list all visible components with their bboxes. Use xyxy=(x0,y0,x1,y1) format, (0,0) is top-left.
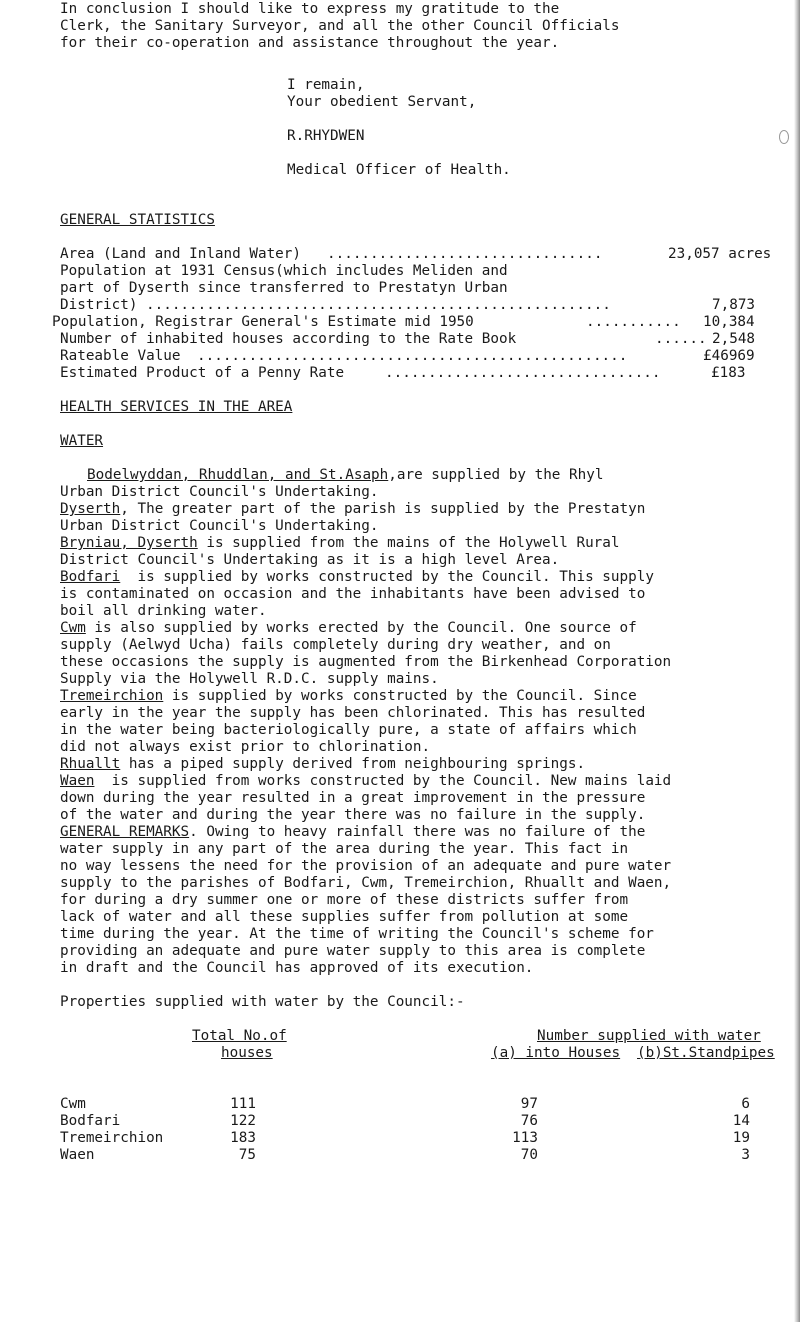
water-para-tremeirchion-1: Tremeirchion is supplied by works constructed by the Council. Since xyxy=(60,688,637,704)
stat-houses-label: Number of inhabited houses according to the Rate Book xyxy=(60,331,517,347)
water-para-bodelwyddan-2: Urban District Council's Undertaking. xyxy=(60,484,379,500)
water-para-remarks-5: for during a dry summer one or more of these districts suffer from xyxy=(60,892,629,908)
stat-pop1931-label-2: part of Dyserth since transferred to Prestatyn Urban xyxy=(60,280,508,296)
leader-dots: ................................ xyxy=(327,246,603,262)
row-parish-name: Waen xyxy=(60,1147,95,1163)
leader-dots: ...... xyxy=(655,331,707,347)
properties-intro: Properties supplied with water by the Council:- xyxy=(60,994,465,1010)
stat-pop1950-label: Population, Registrar General's Estimate mid 1950 xyxy=(52,314,474,330)
water-para-waen-2: down during the year resulted in a great improvement in the pressure xyxy=(60,790,646,806)
water-heading: WATER xyxy=(60,433,104,449)
leader-dots: ................................ xyxy=(385,365,661,381)
signoff-title: Medical Officer of Health. xyxy=(287,162,511,178)
row-standpipes: 14 xyxy=(732,1113,750,1129)
health-services-heading: HEALTH SERVICES IN THE AREA xyxy=(60,399,293,415)
row-into-houses: 76 xyxy=(520,1113,538,1129)
water-para-bryniau-2: District Council's Undertaking as it is a high level Area. xyxy=(60,552,560,568)
signoff-servant: Your obedient Servant, xyxy=(287,94,477,110)
stat-pop1931-label-1: Population at 1931 Census(which includes Meliden and xyxy=(60,263,508,279)
water-para-waen-3: of the water and during the year there was no failure in the supply. xyxy=(60,807,646,823)
intro-line-1: In conclusion I should like to express my gratitude to the xyxy=(60,1,560,17)
row-into-houses: 113 xyxy=(512,1130,538,1146)
row-parish-name: Tremeirchion xyxy=(60,1130,164,1146)
column-header-supplied: Number supplied with water xyxy=(537,1028,761,1044)
row-standpipes: 6 xyxy=(741,1096,750,1112)
water-para-dyserth-2: Urban District Council's Undertaking. xyxy=(60,518,379,534)
leader-dots: .................................................. xyxy=(197,348,628,364)
water-para-bryniau-1: Bryniau, Dyserth is supplied from the mains of the Holywell Rural xyxy=(60,535,620,551)
water-para-bodfari-2: is contaminated on occasion and the inhabitants have been advised to xyxy=(60,586,646,602)
row-parish-name: Bodfari xyxy=(60,1113,121,1129)
row-total-houses: 111 xyxy=(230,1096,256,1112)
stat-area-label: Area (Land and Inland Water) xyxy=(60,246,302,262)
water-para-waen-1: Waen is supplied from works constructed by the Council. New mains laid xyxy=(60,773,672,789)
leader-dots: ........... xyxy=(586,314,681,330)
general-statistics-heading: GENERAL STATISTICS xyxy=(60,212,215,228)
row-total-houses: 122 xyxy=(230,1113,256,1129)
punch-hole-mark xyxy=(779,130,789,144)
row-into-houses: 97 xyxy=(520,1096,538,1112)
water-para-cwm-1: Cwm is also supplied by works erected by the Council. One source of xyxy=(60,620,637,636)
water-para-remarks-1: GENERAL REMARKS. Owing to heavy rainfall there was no failure of the xyxy=(60,824,646,840)
intro-line-3: for their co-operation and assistance throughout the year. xyxy=(60,35,560,51)
water-para-bodelwyddan-1: Bodelwyddan, Rhuddlan, and St.Asaph,are supplied by the Rhyl xyxy=(87,467,604,483)
water-para-remarks-6: lack of water and all these supplies suffer from pollution at some xyxy=(60,909,629,925)
water-para-tremeirchion-2: early in the year the supply has been chlorinated. This has resulted xyxy=(60,705,646,721)
column-header-into-houses: (a) into Houses xyxy=(491,1045,621,1061)
stat-pop1931-value: 7,873 xyxy=(712,297,756,313)
water-para-bodfari-1: Bodfari is supplied by works constructed by the Council. This supply xyxy=(60,569,654,585)
intro-line-2: Clerk, the Sanitary Surveyor, and all the other Council Officials xyxy=(60,18,620,34)
water-para-remarks-4: supply to the parishes of Bodfari, Cwm, Tremeirchion, Rhuallt and Waen, xyxy=(60,875,672,891)
water-para-tremeirchion-3: in the water being bacteriologically pure, a state of affairs which xyxy=(60,722,637,738)
row-total-houses: 75 xyxy=(238,1147,256,1163)
water-para-cwm-3: these occasions the supply is augmented from the Birkenhead Corporation xyxy=(60,654,672,670)
stat-houses-value: 2,548 xyxy=(712,331,756,347)
column-header-total-1: Total No.of xyxy=(192,1028,287,1044)
column-header-standpipes: (b)St.Standpipes xyxy=(637,1045,775,1061)
water-para-rhuallt-1: Rhuallt has a piped supply derived from neighbouring springs. xyxy=(60,756,586,772)
row-standpipes: 19 xyxy=(732,1130,750,1146)
row-total-houses: 183 xyxy=(230,1130,256,1146)
row-parish-name: Cwm xyxy=(60,1096,86,1112)
stat-rateable-value: £46969 xyxy=(703,348,755,364)
water-para-remarks-3: no way lessens the need for the provision of an adequate and pure water xyxy=(60,858,672,874)
signoff-name: R.RHYDWEN xyxy=(287,128,365,144)
water-para-remarks-8: providing an adequate and pure water supply to this area is complete xyxy=(60,943,646,959)
water-para-dyserth-1: Dyserth, The greater part of the parish is supplied by the Prestatyn xyxy=(60,501,646,517)
signoff-remain: I remain, xyxy=(287,77,365,93)
stat-area-value: 23,057 acres xyxy=(668,246,772,262)
stat-pop1931-label-3: District) xyxy=(60,297,138,313)
leader-dots: ...................................................... xyxy=(146,297,611,313)
stat-pop1950-value: 10,384 xyxy=(703,314,755,330)
water-para-tremeirchion-4: did not always exist prior to chlorination. xyxy=(60,739,431,755)
column-header-total-2: houses xyxy=(221,1045,273,1061)
water-para-remarks-9: in draft and the Council has approved of its execution. xyxy=(60,960,534,976)
table-row xyxy=(0,1146,800,1165)
water-para-cwm-2: supply (Aelwyd Ucha) fails completely during dry weather, and on xyxy=(60,637,611,653)
water-para-remarks-2: water supply in any part of the area during the year. This fact in xyxy=(60,841,629,857)
row-into-houses: 70 xyxy=(520,1147,538,1163)
water-para-remarks-7: time during the year. At the time of writing the Council's scheme for xyxy=(60,926,654,942)
row-standpipes: 3 xyxy=(741,1147,750,1163)
stat-rateable-label: Rateable Value xyxy=(60,348,181,364)
stat-penny-label: Estimated Product of a Penny Rate xyxy=(60,365,345,381)
water-para-cwm-4: Supply via the Holywell R.D.C. supply mains. xyxy=(60,671,439,687)
stat-penny-value: £183 xyxy=(711,365,746,381)
water-para-bodfari-3: boil all drinking water. xyxy=(60,603,267,619)
